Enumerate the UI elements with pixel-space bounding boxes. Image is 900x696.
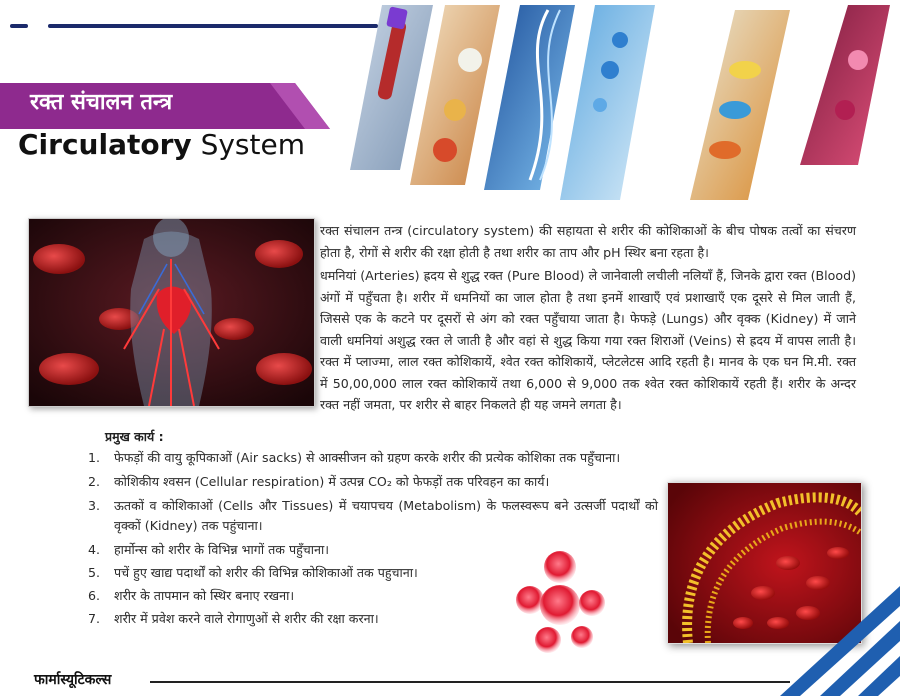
list-number: 4. <box>88 542 101 557</box>
list-text: हार्मोन्स को शरीर के विभिन्न भागों तक पहुँचाना। <box>114 542 330 557</box>
title-rest: System <box>191 128 305 161</box>
list-number: 3. <box>88 498 101 513</box>
footer-rule <box>150 681 790 683</box>
list-number: 2. <box>88 474 101 489</box>
list-item <box>88 448 653 468</box>
list-item <box>88 496 658 536</box>
corner-stripes <box>780 586 900 696</box>
functions-heading: प्रमुख कार्य : <box>105 429 164 444</box>
list-text: ऊतकों व कोशिकाओं (Cells और Tissues) में चयापचय (Metabolism) के फलस्वरूप बने उत्सर्जी पदार्थों को वृक्कों (Kidney) तक पहुंचाना। <box>114 498 658 533</box>
list-text: शरीर के तापमान को स्थिर बनाए रखना। <box>114 588 295 603</box>
title-bold: Circulatory <box>18 128 192 161</box>
title-hindi: रक्त संचालन तन्त्र <box>30 89 173 115</box>
list-number: 6. <box>88 588 101 603</box>
intro-paragraph-2: धमनियां (Arteries) ह्रदय से शुद्ध रक्त (Pure Blood) ले जानेवाली लचीली नलियाँ हैं, जिनके द्वारा रक्त (Blood) अंगों में पहुँचता है। शरीर में धमनियों का जाल होता है तथा इनमें शाखाएँ एवं प्रशाखाएँ एक दूसरे से मिल जाती हैं, जिससे एक के कटने पर दूसरों से अंग को रक्त पहुँचाया जाता है। फेफड़े (Lungs) और वृक्क (Kidney) में जाने वाली धमनियां अशुद्ध रक्त ले जाती है और वहां से शुद्ध किया गया रक्त शिराओं (Veins) से ह्रदय में वापस लाती है। रक्त में प्लाज्मा, लाल रक्त कोशिकायें, श्वेत रक्त कोशिकायें, प्लेटलेटस आदि रहती है। मानव के एक घन मि.मी. रक्त में 50,00,000 लाल रक्त कोशिकायें तथा 6,000 से 9,000 तक श्वेत रक्त कोशिकायें रहती हैं। शरीर के अन्दर रक्त नहीं जमता, पर शरीर से बाहर निकलते ही यह जमने लगता है। <box>320 268 856 412</box>
list-number: 5. <box>88 565 101 580</box>
list-text: फेफड़ों की वायु कूपिकाओं (Air sacks) से आक्सीजन को ग्रहण करके शरीर की प्रत्येक कोशिका तक पहुँचाना। <box>114 450 621 465</box>
red-blood-cells-image <box>500 545 620 660</box>
list-number: 7. <box>88 611 101 626</box>
list-text: शरीर में प्रवेश करने वाले रोगाणुओं से शरीर की रक्षा करना। <box>114 611 379 626</box>
list-item <box>88 472 653 492</box>
intro-paragraph-1: रक्त संचालन तन्त्र (circulatory system) की सहायता से शरीर की कोशिकाओं के बीच पोषक तत्वों का संचरण होता है, रोगों से शरीर की रक्षा होती है तथा शरीर का ताप और pH स्थिर बना रहता है। <box>320 223 856 260</box>
page-title <box>18 128 305 161</box>
list-text: पचें हुए खाद्य पदार्थों को शरीर की विभिन्न कोशिकाओं तक पहुचाना। <box>114 565 418 580</box>
list-text: कोशिकीय श्वसन (Cellular respiration) में उत्पन्न CO₂ को फेफड़ों तक परिवहन का कार्य। <box>114 474 550 489</box>
heart-circulation-image <box>28 218 315 407</box>
list-number: 1. <box>88 450 101 465</box>
footer-label: फार्मास्यूटिकल्स <box>34 672 112 688</box>
